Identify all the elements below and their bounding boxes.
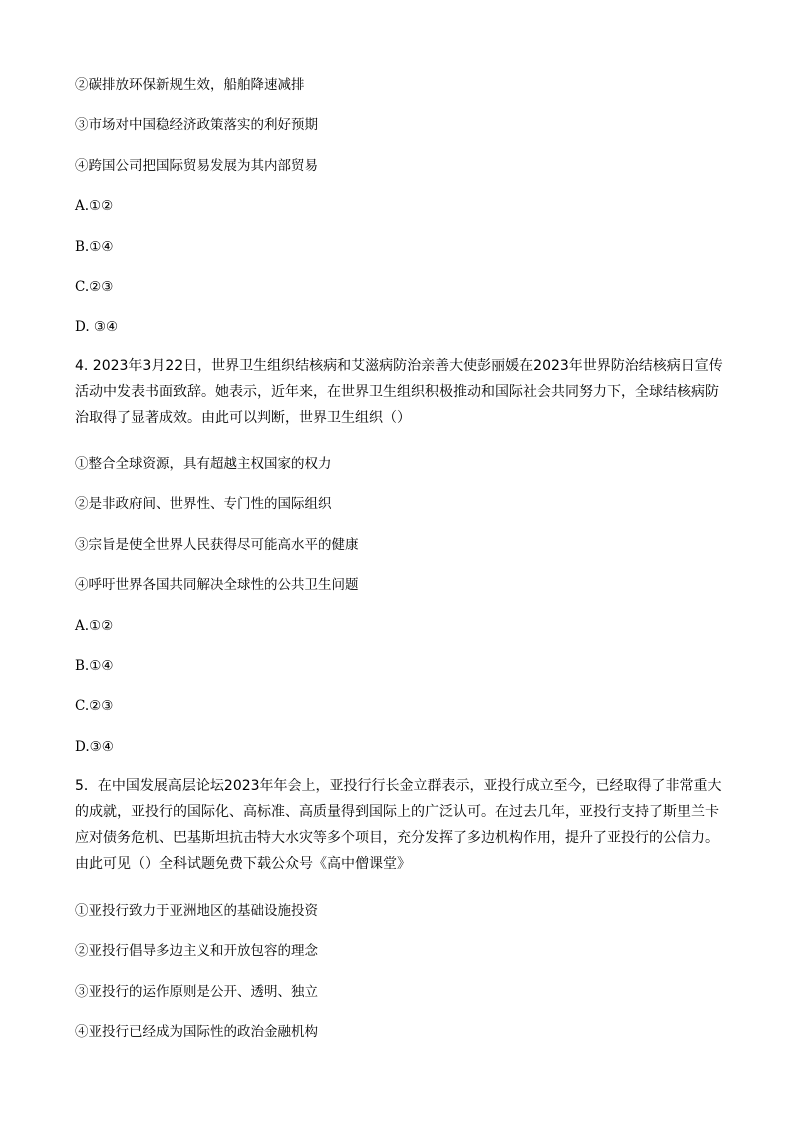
- q4-stem: [75, 353, 725, 431]
- q5-statement-2: ②亚投行倡导多边主义和开放包容的理念: [75, 943, 318, 959]
- q4-option-b: B.①④: [75, 658, 114, 674]
- q4-option-a: A.①②: [75, 618, 114, 634]
- q4-option-c: C.②③: [75, 698, 114, 714]
- q4-statement-1: ①整合全球资源，具有超越主权国家的权力: [75, 456, 332, 472]
- q4-statement-3: ③宗旨是使全世界人民获得尽可能高水平的健康: [75, 537, 359, 553]
- q4-statement-4: ④呼吁世界各国共同解决全球性的公共卫生问题: [75, 577, 359, 593]
- q3-option-a: A.①②: [75, 198, 114, 214]
- q5-stem-line: 应对债务危机、巴基斯坦抗击特大水灾等多个项目，充分发挥了多边机构作用，提升了亚投行的公信力。: [75, 830, 719, 846]
- q4-stem-line: 4. 2023年3月22日，世界卫生组织结核病和艾滋病防治亲善大使彭丽媛在2023年世界防治结核病日宣传: [75, 358, 723, 374]
- q3-option-c: C.②③: [75, 279, 114, 295]
- q5-statement-3: ③亚投行的运作原则是公开、透明、独立: [75, 984, 318, 1000]
- q4-option-d: D.③④: [75, 739, 114, 755]
- q5-stem: [75, 773, 725, 877]
- q3-option-b: B.①④: [75, 239, 114, 255]
- q4-stem-line: 治取得了显著成效。由此可以判断，世界卫生组织（）: [75, 410, 411, 426]
- q3-statement-3: ③市场对中国稳经济政策落实的利好预期: [75, 117, 318, 133]
- q3-statement-4: ④跨国公司把国际贸易发展为其内部贸易: [75, 158, 318, 174]
- q5-statement-4: ④亚投行已经成为国际性的政治金融机构: [75, 1024, 318, 1040]
- q5-stem-line: 的成就，亚投行的国际化、高标准、高质量得到国际上的广泛认可。在过去几年，亚投行支持了斯里兰卡: [75, 804, 719, 820]
- q4-stem-line: 活动中发表书面致辞。她表示，近年来，在世界卫生组织积极推动和国际社会共同努力下，全球结核病防: [75, 384, 719, 400]
- q3-statement-2: ②碳排放环保新规生效，船舶降速减排: [75, 77, 305, 93]
- q3-option-d: D. ③④: [75, 319, 119, 335]
- q5-stem-line: 5．在中国发展高层论坛2023年年会上，亚投行行长金立群表示，亚投行成立至今，已经取得了非常重大: [75, 778, 722, 794]
- q5-statement-1: ①亚投行致力于亚洲地区的基础设施投资: [75, 903, 318, 919]
- q4-statement-2: ②是非政府间、世界性、专门性的国际组织: [75, 496, 332, 512]
- q5-stem-line: 由此可见（）全科试题免费下载公众号《高中僧课堂》: [75, 856, 411, 872]
